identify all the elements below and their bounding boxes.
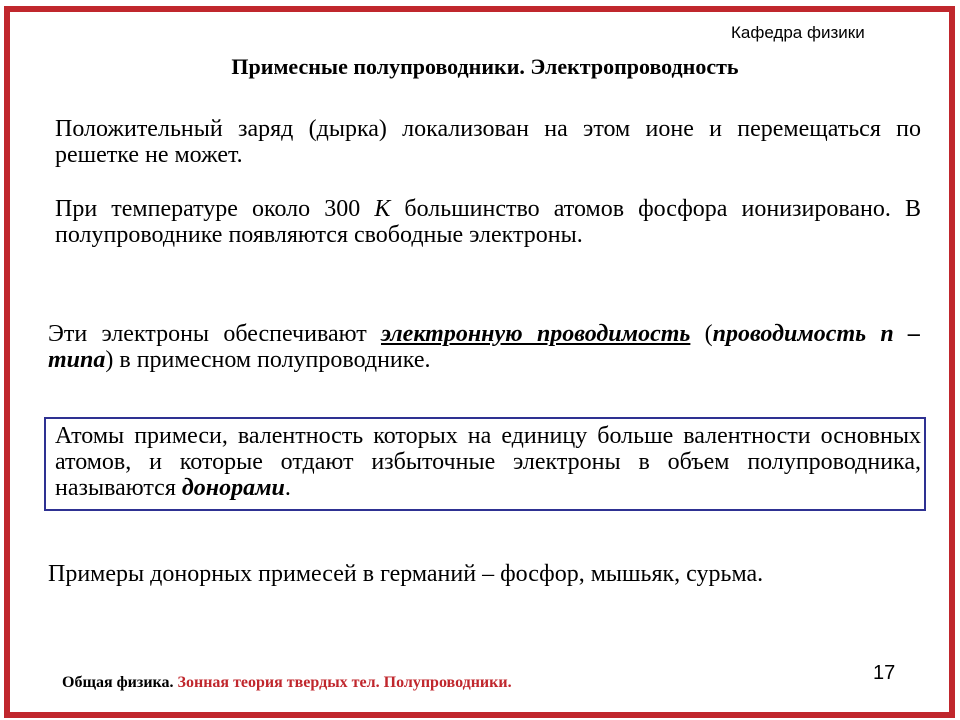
paragraph-donor-definition: [55, 423, 921, 501]
paragraph-text: Положительный заряд (дырка) локализован на этом ионе и перемещаться по решетке не может.: [55, 116, 921, 168]
department-label: Кафедра физики: [731, 23, 865, 42]
paragraph-text: Атомы примеси, валентность которых на единицу больше валентности основных атомов, и которые отдают избыточные электроны в объем полупроводника, называются: [55, 423, 921, 501]
paragraph-text: Примеры донорных примесей в германий – фосфор, мышьяк, сурьма.: [48, 561, 764, 587]
paragraph-electronic-conductivity: [48, 321, 920, 373]
paragraph-text: .: [284, 475, 291, 501]
slide-title: Примесные полупроводники. Электропроводность: [231, 54, 739, 79]
paragraph-hole-localized: [55, 116, 921, 168]
paragraph-text: большинство атомов фосфора ионизировано. В полупроводнике появляются свободные электроны.: [55, 196, 921, 248]
footer: [62, 674, 512, 692]
term-n-type: проводимость n – типа: [48, 321, 920, 373]
paragraph-text: (: [690, 321, 713, 347]
paragraph-text: При температуре около 300: [55, 196, 375, 222]
kelvin-unit: К: [374, 196, 391, 222]
term-donors: донорами: [181, 475, 285, 501]
paragraph-donor-examples: [48, 561, 920, 587]
paragraph-text: Эти электроны обеспечивают: [48, 321, 381, 347]
term-electronic-conductivity: электронную проводимость: [381, 321, 691, 347]
page-number: 17: [873, 662, 896, 684]
paragraph-ionization: [55, 196, 921, 248]
paragraph-text: ) в примесном полупроводнике.: [105, 347, 431, 373]
footer-course: Общая физика.: [62, 674, 174, 691]
footer-topic: Зонная теория твердых тел. Полупроводники.: [173, 674, 512, 691]
